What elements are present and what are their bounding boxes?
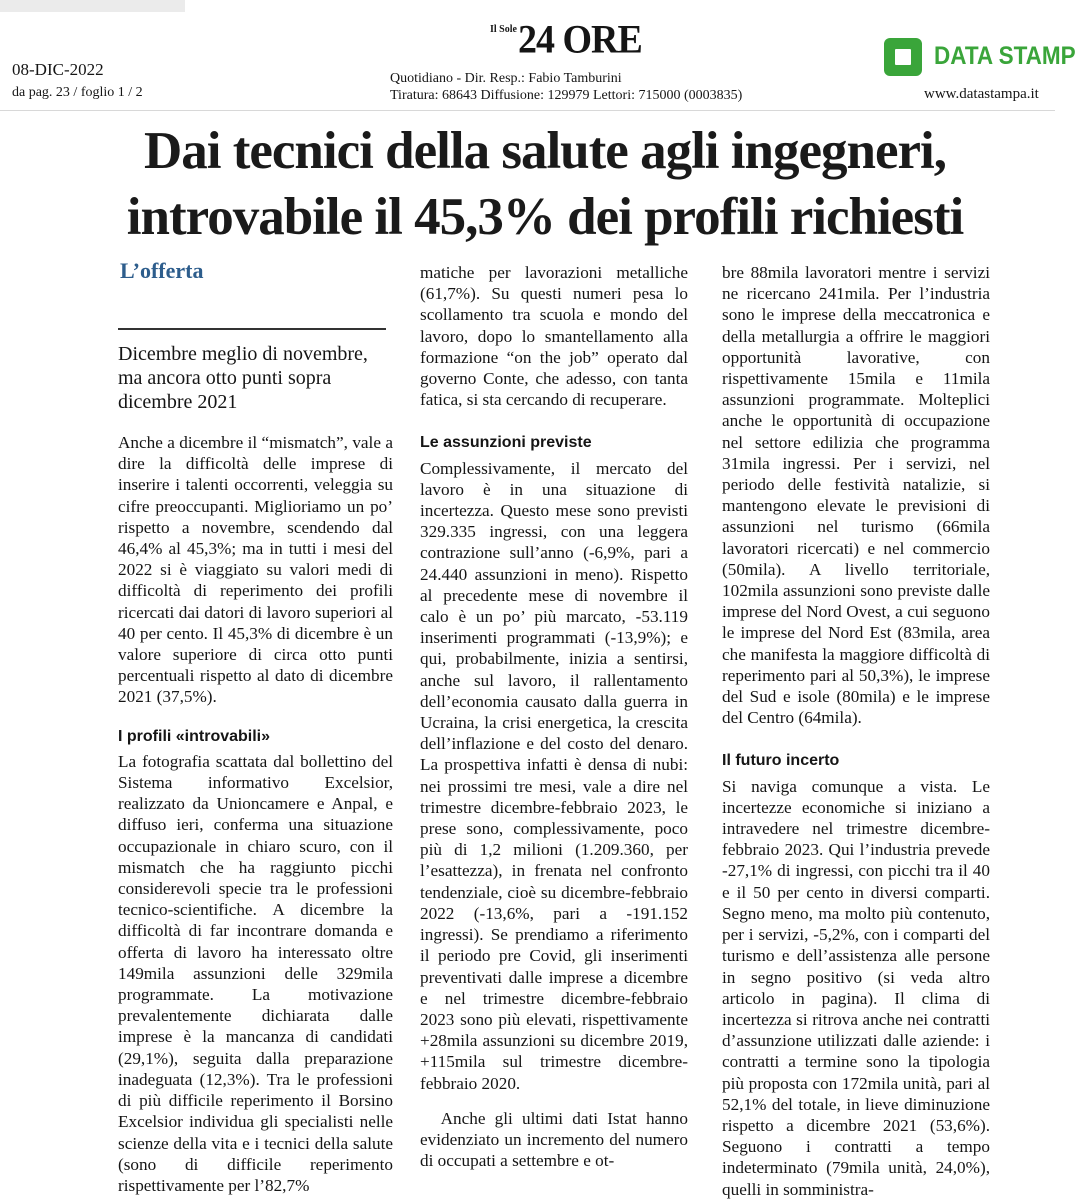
paragraph: Si naviga comunque a vista. Le incertezze economiche si iniziano a intravedere nel trimestre dicembre-febbraio 2023. Qui l’industria prevede -27,1% di ingressi, con picchi tra il 40 e il 50 per cento in diversi comparti. Segno meno, ma molto più contenuto, per i servizi, -5,2%, con i comparti del turismo e dell’assistenza alle persone in segno positivo (si veda altro articolo in pagina). Il clima di incertezza si ritrova anche nei contratti d’assunzione utilizzati dalle aziende: i contratti a termine sono la tipologia più proposta con 172mila unità, pari al 52,1% del totale, in lieve diminuzione rispetto a dicembre 2021 (53,6%). Seguono i contratti a tempo indeterminato (79mila unità, 24,0%), quelli in somministra- [722,776,990,1199]
article-column-1 [118,432,393,1196]
paragraph: Anche gli ultimi dati Istat hanno evidenziato un incremento del numero di occupati a settembre e ot- [420,1108,688,1171]
section-heading: Le assunzioni previste [420,434,592,452]
data-stamp-website: www.datastampa.it [924,86,1039,102]
masthead-brand: 24 ORE [518,17,642,63]
paragraph: Anche a dicembre il “mismatch”, vale a dire la difficoltà delle imprese di inserire i talenti occorrenti, veleggia su cifre preoccupanti. Miglioriamo un po’ rispetto a novembre, scendendo dal 46,4% al 45,3%; ma in tutti i mesi del 2022 si è viaggiato su valori medi di difficoltà di reperimento dei profili ricercati dai datori di lavoro superiori al 40 per cento. Il 45,3% di dicembre è un valore superiore di circa otto punti percentuali rispetto al dato di dicembre 2021 (37,5%). [118,433,393,707]
publication-info-line: Tiratura: 68643 Diffusione: 129979 Lettori: 715000 (0003835) [390,88,743,103]
publication-date: 08-DIC-2022 [12,60,104,79]
article-headline [40,118,1050,250]
publication-info-line: Quotidiano - Dir. Resp.: Fabio Tamburini [390,71,622,86]
data-stamp-name: DATA STAMP [934,42,1076,70]
section-heading: I profili «introvabili» [118,727,271,745]
screenshot-corner-shade [0,0,185,12]
page-reference: da pag. 23 / foglio 1 / 2 [12,85,143,100]
data-stamp-icon [884,38,922,76]
newspaper-masthead [490,18,660,62]
article-column-2 [420,262,688,1171]
paragraph: bre 88mila lavoratori mentre i servizi ne ricercano 241mila. Per l’industria sono le imprese della meccatronica e della metallurgia a offrire le maggiori opportunità lavorative, con rispettivamente 15mila e 11mila assunzioni programmate. Molteplici anche le opportunità di occupazione nel settore edilizia che programma 31mila ingressi. Per i servizi, nel periodo delle festività natalizie, si mantengono elevate le previsioni di assunzioni nel turismo (66mila lavoratori ricercati) e nel commercio (50mila). A livello territoriale, 102mila assunzioni sono previste dalle imprese del Nord Ovest, a cui seguono le imprese del Nord Est (83mila, area che manifesta la maggiore difficoltà di reperimento pari al 50,3%), le imprese del Sud e isole (80mila) e le imprese del Centro (64mila). [722,263,990,728]
subhead-rule [118,328,386,330]
publication-info [390,70,742,104]
headline-line: introvabile il 45,3% dei profili richiesti [126,188,964,246]
article-kicker: L’offerta [120,258,204,283]
header-divider [0,110,1055,111]
article-subhead: Dicembre meglio di novembre, ma ancora otto punti sopra dicembre 2021 [118,343,368,413]
masthead-prefix: Il Sole [490,24,517,35]
paragraph: matiche per lavorazioni metalliche (61,7%). Su questi numeri pesa lo scollamento tra scuola e mondo del lavoro, dopo lo smantellamento alla formazione “on the job” operato dal governo Conte, che adesso, con tanta fatica, si sta cercando di recuperare. [420,263,688,410]
paragraph: Complessivamente, il mercato del lavoro è in una situazione di incertezza. Questo mese sono previsti 329.335 ingressi, con una leggera contrazione sull’anno (-6,9%, pari a 24.440 assunzioni in meno). Rispetto al precedente mese di novembre il calo è un po’ più marcato, -53.119 inserimenti programmati (-13,9%); e qui, probabilmente, inizia a sentirsi, anche sul lavoro, il rallentamento dell’economia causato dalla guerra in Ucraina, la crisi energetica, la crescita dell’inflazione e del costo del denaro. La prospettiva infatti è densa di nubi: nei prossimi tre mesi, vale a dire nel trimestre dicembre-febbraio 2023, le prese sono, complessivamente, poco più di 1,2 milioni (1.209.360, per l’esattezza), in frenata nel confronto tendenziale, cioè su dicembre-febbraio 2022 (-13,6%, pari a -191.152 ingressi). Se prendiamo a riferimento il periodo pre Covid, gli inserimenti preventivati dalle imprese a dicembre e nel trimestre dicembre-febbraio 2023 sono più elevati, rispettivamente +28mila assunzioni su dicembre 2019, +115mila sul trimestre dicembre-febbraio 2020. [420,458,688,1093]
paragraph: La fotografia scattata dal bollettino del Sistema informativo Excelsior, realizzato da Unioncamere e Anpal, e diffuso ieri, conferma una situazione occupazionale in chiaro scuro, con il mismatch che ha raggiunto picchi considerevoli specie tra le professioni tecnico-scientifiche. A dicembre la difficoltà di far incontrare domanda e offerta di lavoro ha interessato oltre 149mila assunzioni delle 329mila programmate. La motivazione prevalentemente dichiarata dalle imprese è la mancanza di candidati (29,1%), seguita dalla preparazione inadeguata (12,3%). Tra le professioni di più difficile reperimento il Borsino Excelsior individua gli specialisti nelle scienze della vita e i tecnici della salute (sono di difficile reperimento rispettivamente per l’82,7% [118,751,393,1195]
article-column-3 [722,262,990,1200]
headline-line: Dai tecnici della salute agli ingegneri, [143,122,947,180]
section-heading: Il futuro incerto [722,752,840,770]
